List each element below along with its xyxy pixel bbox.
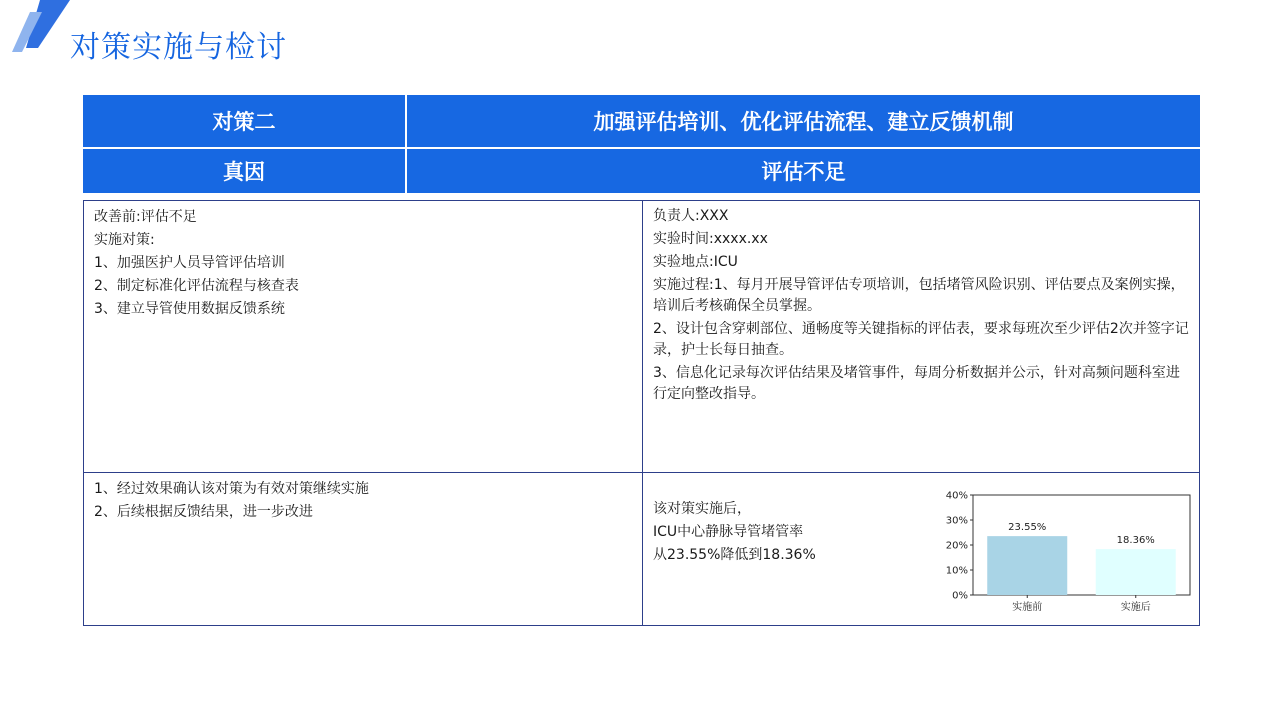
cell-line: 实施对策: <box>94 232 155 248</box>
y-tick-label: 40% <box>945 490 968 502</box>
page-title: 对策实施与检讨 <box>70 30 287 65</box>
bar <box>987 536 1067 595</box>
cell-line: 2、制定标准化评估流程与核查表 <box>94 278 299 294</box>
summary-line: ICU中心静脉导管堵管率 <box>653 524 804 540</box>
summary-line: 从23.55%降低到18.36% <box>653 547 816 563</box>
cell-line: 2、设计包含穿刺部位、通畅度等关键指标的评估表，要求每班次至少评估2次并签字记录，护士长每日抽查。 <box>653 321 1189 358</box>
y-tick-label: 20% <box>945 540 968 552</box>
countermeasure-label: 对策二 <box>83 95 407 147</box>
y-tick-label: 0% <box>952 590 968 602</box>
cell-line: 1、经过效果确认该对策为有效对策继续实施 <box>94 481 369 497</box>
summary-line: 该对策实施后， <box>653 501 751 517</box>
cell-line: 3、信息化记录每次评估结果及堵管事件，每周分析数据并公示，针对高频问题科室进行定向整改指导。 <box>653 365 1180 402</box>
root-cause-value: 评估不足 <box>761 160 846 184</box>
bar <box>1096 549 1176 595</box>
cell-line: 改善前:评估不足 <box>94 209 197 225</box>
countermeasure-header-row <box>83 95 1200 147</box>
bar-data-label: 18.36% <box>1116 535 1155 547</box>
x-tick-label: 实施前 <box>1012 602 1043 613</box>
content-grid <box>83 200 1200 626</box>
cell-line: 负责人:XXX <box>653 208 729 224</box>
y-tick-label: 10% <box>945 565 968 577</box>
occlusion-rate-bar-chart <box>943 485 1193 620</box>
root-cause-header-row <box>83 149 1200 193</box>
cell-line: 实验地点:ICU <box>653 254 738 270</box>
cell-line: 实施过程:1、每月开展导管评估专项培训，包括堵管风险识别、评估要点及案例实操，培训后考核确保全员掌握。 <box>653 277 1185 314</box>
cell-line: 3、建立导管使用数据反馈系统 <box>94 301 285 317</box>
cell-line: 1、加强医护人员导管评估培训 <box>94 255 285 271</box>
result-cell <box>643 473 1200 625</box>
cell-line: 2、后续根据反馈结果，进一步改进 <box>94 504 313 520</box>
x-tick-label: 实施后 <box>1120 602 1151 613</box>
countermeasure-value: 加强评估培训、优化评估流程、建立反馈机制 <box>593 110 1014 134</box>
y-tick-label: 30% <box>945 515 968 527</box>
cell-line: 实验时间:xxxx.xx <box>653 231 768 247</box>
implementation-details-cell <box>643 201 1200 472</box>
before-improvement-cell <box>84 201 642 472</box>
result-summary <box>653 498 816 567</box>
effect-confirmation-cell <box>84 473 642 625</box>
bar-data-label: 23.55% <box>1008 522 1047 534</box>
root-cause-label: 真因 <box>83 149 407 193</box>
